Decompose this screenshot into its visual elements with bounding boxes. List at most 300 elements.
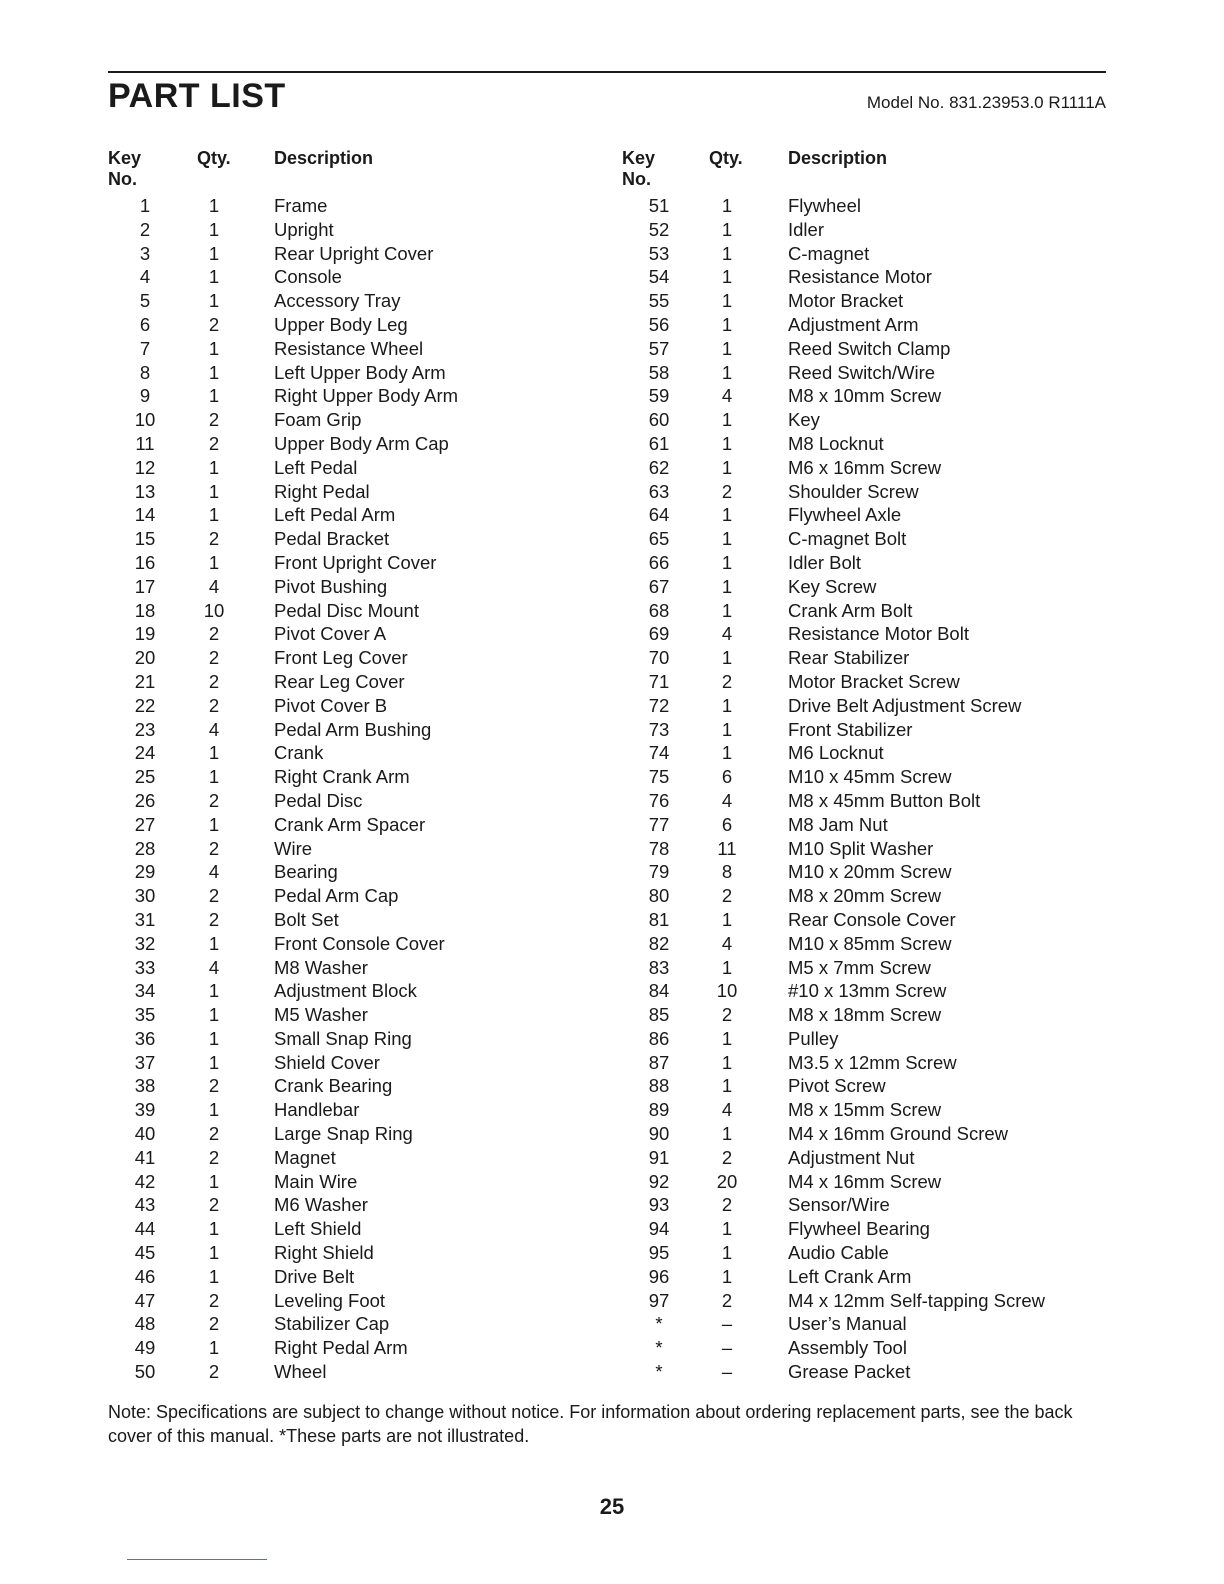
part-key-no: 53 — [648, 242, 670, 264]
part-key-no: 2 — [139, 218, 151, 240]
part-description: Right Pedal Arm — [274, 1337, 408, 1359]
part-key-no: * — [655, 1337, 663, 1359]
part-key-no: 3 — [139, 242, 151, 264]
part-qty: 2 — [208, 885, 220, 907]
part-description: Front Leg Cover — [274, 647, 408, 669]
part-key-no: 33 — [134, 956, 156, 978]
part-qty: 1 — [721, 599, 733, 621]
part-qty: 2 — [721, 480, 733, 502]
part-description: C-magnet — [788, 242, 870, 264]
part-qty: 1 — [721, 456, 733, 478]
part-qty: 1 — [721, 1218, 733, 1240]
part-key-no: 81 — [648, 908, 670, 930]
part-description: M8 x 10mm Screw — [788, 385, 942, 407]
part-qty: 1 — [721, 313, 733, 335]
part-qty: 2 — [208, 908, 220, 930]
part-description: Pedal Bracket — [274, 528, 390, 550]
part-description: Accessory Tray — [274, 290, 401, 312]
part-qty: 1 — [208, 504, 220, 526]
part-description: M8 Jam Nut — [788, 813, 888, 835]
part-description: Pivot Screw — [788, 1075, 886, 1097]
part-description: Pedal Arm Cap — [274, 885, 399, 907]
part-description: Crank Arm Spacer — [274, 813, 426, 835]
part-description: Upper Body Leg — [274, 313, 408, 335]
part-qty: 1 — [721, 409, 733, 431]
part-key-no: 10 — [134, 409, 156, 431]
part-description: Bearing — [274, 861, 338, 883]
part-key-no: 56 — [648, 313, 670, 335]
part-key-no: 1 — [139, 195, 151, 216]
part-key-no: 44 — [134, 1218, 156, 1240]
part-key-no: 47 — [134, 1289, 156, 1311]
part-description: Crank Bearing — [274, 1075, 393, 1097]
part-key-no: 55 — [648, 290, 670, 312]
part-qty: 1 — [721, 432, 733, 454]
part-description: Foam Grip — [274, 409, 362, 431]
part-key-no: 80 — [648, 885, 670, 907]
part-qty: 1 — [208, 456, 220, 478]
part-key-no: 40 — [134, 1123, 156, 1145]
part-key-no: 38 — [134, 1075, 156, 1097]
part-description: Left Upper Body Arm — [274, 361, 446, 383]
part-key-no: 75 — [648, 766, 670, 788]
part-description: Left Shield — [274, 1218, 362, 1240]
part-key-no: 9 — [139, 385, 151, 407]
part-key-no: 22 — [134, 694, 156, 716]
part-qty: – — [721, 1313, 733, 1335]
part-description: Adjustment Block — [274, 980, 417, 1002]
part-key-no: 32 — [134, 932, 156, 954]
part-key-no: 7 — [139, 337, 151, 359]
part-key-no: 88 — [648, 1075, 670, 1097]
part-qty: 2 — [208, 1289, 220, 1311]
part-description: Pivot Cover A — [274, 623, 387, 645]
part-qty: 2 — [208, 647, 220, 669]
part-description: Shoulder Screw — [788, 480, 919, 502]
part-qty: 1 — [208, 766, 220, 788]
part-key-no: 16 — [134, 551, 156, 573]
part-qty: 1 — [721, 242, 733, 264]
part-qty: 1 — [208, 1004, 220, 1026]
part-key-no: 59 — [648, 385, 670, 407]
part-key-no: * — [655, 1313, 663, 1335]
part-key-no: 45 — [134, 1242, 156, 1264]
part-qty: 1 — [208, 1265, 220, 1287]
part-qty: 1 — [208, 932, 220, 954]
part-description: M8 x 45mm Button Bolt — [788, 789, 981, 811]
part-qty: 1 — [721, 551, 733, 573]
part-key-no: 5 — [139, 290, 151, 312]
part-description: Rear Leg Cover — [274, 670, 405, 692]
part-key-no: 14 — [134, 504, 156, 526]
part-qty: 10 — [716, 980, 738, 1002]
part-key-no: 26 — [134, 789, 156, 811]
part-qty: 1 — [208, 1099, 220, 1121]
part-qty: 1 — [721, 908, 733, 930]
part-qty: 2 — [721, 670, 733, 692]
part-key-no: 18 — [134, 599, 156, 621]
part-qty: 1 — [208, 290, 220, 312]
part-description: Adjustment Nut — [788, 1146, 915, 1168]
part-qty: 1 — [721, 504, 733, 526]
part-key-no: 72 — [648, 694, 670, 716]
part-qty: 1 — [721, 528, 733, 550]
part-qty: 2 — [208, 623, 220, 645]
part-qty: 4 — [208, 718, 220, 740]
part-description: Right Crank Arm — [274, 766, 410, 788]
part-description: M10 Split Washer — [788, 837, 934, 859]
part-qty: 2 — [208, 409, 220, 431]
part-description: Frame — [274, 195, 328, 216]
part-description: Wire — [274, 837, 313, 859]
part-qty: 11 — [717, 837, 737, 859]
part-key-no: 74 — [648, 742, 670, 764]
part-qty: 1 — [721, 718, 733, 740]
part-key-no: 58 — [648, 361, 670, 383]
part-description: Magnet — [274, 1146, 336, 1168]
part-key-no: 97 — [648, 1289, 670, 1311]
part-qty: 4 — [721, 932, 733, 954]
part-description: M3.5 x 12mm Screw — [788, 1051, 957, 1073]
part-description: C-magnet Bolt — [788, 528, 907, 550]
part-qty: 2 — [721, 1004, 733, 1026]
part-description: Flywheel Bearing — [788, 1218, 930, 1240]
part-qty: 1 — [208, 195, 220, 216]
part-key-no: 35 — [134, 1004, 156, 1026]
part-key-no: 4 — [139, 266, 151, 288]
part-qty: 1 — [208, 1242, 220, 1264]
part-key-no: 8 — [139, 361, 151, 383]
part-description: M8 x 18mm Screw — [788, 1004, 942, 1026]
part-description: M8 x 15mm Screw — [788, 1099, 942, 1121]
part-key-no: 19 — [134, 623, 156, 645]
part-description: Right Pedal — [274, 480, 370, 502]
part-description: Front Stabilizer — [788, 718, 913, 740]
part-description: Drive Belt — [274, 1265, 355, 1287]
part-key-no: 17 — [134, 575, 156, 597]
part-key-no: 31 — [134, 908, 156, 930]
part-description: Key Screw — [788, 575, 877, 597]
part-qty: 2 — [208, 1313, 220, 1335]
part-key-no: 50 — [134, 1361, 156, 1383]
part-description: Adjustment Arm — [788, 313, 919, 335]
part-key-no: 46 — [134, 1265, 156, 1287]
part-qty: – — [721, 1337, 733, 1359]
part-key-no: 15 — [134, 528, 156, 550]
part-qty: 1 — [721, 218, 733, 240]
part-qty: 1 — [721, 742, 733, 764]
part-qty: 2 — [208, 1194, 220, 1216]
part-qty: 1 — [721, 361, 733, 383]
part-description: Resistance Motor Bolt — [788, 623, 969, 645]
part-qty: 1 — [721, 956, 733, 978]
part-qty: 4 — [721, 1099, 733, 1121]
part-key-no: 42 — [134, 1170, 156, 1192]
part-key-no: 96 — [648, 1265, 670, 1287]
part-key-no: 27 — [134, 813, 156, 835]
part-qty: – — [721, 1361, 733, 1383]
header-description: Description — [274, 148, 374, 168]
part-qty: 2 — [208, 1075, 220, 1097]
part-description: Pedal Arm Bushing — [274, 718, 432, 740]
part-description: M4 x 16mm Screw — [788, 1170, 942, 1192]
part-key-no: 24 — [134, 742, 156, 764]
part-description: M5 x 7mm Screw — [788, 956, 931, 978]
part-qty: 20 — [716, 1170, 738, 1192]
part-key-no: 78 — [648, 837, 670, 859]
header-qty: Qty. — [197, 148, 231, 168]
part-key-no: 30 — [134, 885, 156, 907]
part-key-no: 92 — [648, 1170, 670, 1192]
part-qty: 1 — [721, 1075, 733, 1097]
part-key-no: 64 — [648, 504, 670, 526]
part-description: Pedal Disc Mount — [274, 599, 419, 621]
model-number: Model No. 831.23953.0 R1111A — [866, 93, 1106, 112]
part-key-no: 13 — [134, 480, 156, 502]
part-key-no: 82 — [648, 932, 670, 954]
part-key-no: 93 — [648, 1194, 670, 1216]
part-qty: 8 — [721, 861, 733, 883]
part-qty: 1 — [721, 337, 733, 359]
part-key-no: 52 — [648, 218, 670, 240]
part-key-no: 76 — [648, 789, 670, 811]
part-description: Rear Console Cover — [788, 908, 956, 930]
part-qty: 1 — [208, 1051, 220, 1073]
part-qty: 1 — [721, 1027, 733, 1049]
part-description: Upright — [274, 218, 334, 240]
part-description: M8 x 20mm Screw — [788, 885, 942, 907]
part-key-no: 68 — [648, 599, 670, 621]
part-description: Sensor/Wire — [788, 1194, 890, 1216]
part-description: Pivot Bushing — [274, 575, 388, 597]
part-key-no: 62 — [648, 456, 670, 478]
part-qty: 1 — [208, 1218, 220, 1240]
part-description: Idler Bolt — [788, 551, 862, 573]
part-description: Leveling Foot — [274, 1289, 386, 1311]
part-qty: 6 — [721, 813, 733, 835]
part-qty: 1 — [208, 266, 220, 288]
part-description: M6 x 16mm Screw — [788, 456, 942, 478]
part-description: M4 x 16mm Ground Screw — [788, 1123, 1009, 1145]
part-description: Upper Body Arm Cap — [274, 432, 449, 454]
part-qty: 1 — [721, 290, 733, 312]
part-key-no: 91 — [648, 1146, 670, 1168]
part-description: Right Shield — [274, 1242, 374, 1264]
part-qty: 4 — [721, 789, 733, 811]
part-qty: 1 — [208, 337, 220, 359]
part-description: Crank Arm Bolt — [788, 599, 913, 621]
part-key-no: 69 — [648, 623, 670, 645]
part-qty: 2 — [208, 1361, 220, 1383]
part-qty: 1 — [208, 385, 220, 407]
part-qty: 2 — [208, 789, 220, 811]
part-description: Rear Stabilizer — [788, 647, 910, 669]
part-qty: 2 — [721, 1146, 733, 1168]
part-qty: 2 — [721, 885, 733, 907]
part-key-no: 66 — [648, 551, 670, 573]
page-number: 25 — [599, 1494, 625, 1519]
part-qty: 1 — [208, 242, 220, 264]
part-key-no: 67 — [648, 575, 670, 597]
part-qty: 2 — [208, 694, 220, 716]
header-description: Description — [788, 148, 888, 168]
part-qty: 1 — [721, 195, 733, 216]
part-qty: 2 — [721, 1194, 733, 1216]
part-qty: 10 — [203, 599, 225, 621]
part-qty: 4 — [208, 575, 220, 597]
part-qty: 1 — [721, 1051, 733, 1073]
part-description: Key — [788, 409, 820, 431]
part-qty: 1 — [721, 575, 733, 597]
part-description: Resistance Wheel — [274, 337, 424, 359]
part-key-no: 86 — [648, 1027, 670, 1049]
part-key-no: 73 — [648, 718, 670, 740]
part-key-no: 77 — [648, 813, 670, 835]
part-description: Left Pedal Arm — [274, 504, 396, 526]
part-description: Console — [274, 266, 342, 288]
part-qty: 6 — [721, 766, 733, 788]
part-key-no: 41 — [134, 1146, 156, 1168]
part-description: M10 x 85mm Screw — [788, 932, 952, 954]
part-qty: 2 — [208, 528, 220, 550]
part-description: Drive Belt Adjustment Screw — [788, 694, 1022, 716]
part-key-no: 49 — [134, 1337, 156, 1359]
part-key-no: 89 — [648, 1099, 670, 1121]
part-description: Flywheel Axle — [788, 504, 902, 526]
part-key-no: 79 — [648, 861, 670, 883]
part-key-no: 34 — [134, 980, 156, 1002]
header-qty: Qty. — [709, 148, 743, 168]
part-key-no: 85 — [648, 1004, 670, 1026]
part-key-no: 84 — [648, 980, 670, 1002]
part-description: Grease Packet — [788, 1361, 911, 1383]
part-description: Right Upper Body Arm — [274, 385, 459, 407]
part-qty: 1 — [208, 361, 220, 383]
part-qty: 4 — [721, 623, 733, 645]
part-description: Front Upright Cover — [274, 551, 437, 573]
part-key-no: 57 — [648, 337, 670, 359]
part-key-no: 11 — [135, 432, 155, 454]
part-description: Front Console Cover — [274, 932, 445, 954]
part-qty: 1 — [208, 980, 220, 1002]
part-qty: 4 — [721, 385, 733, 407]
part-key-no: 51 — [648, 195, 670, 216]
part-description: Crank — [274, 742, 324, 764]
part-qty: 1 — [208, 480, 220, 502]
part-description: User’s Manual — [788, 1313, 907, 1335]
part-key-no: 20 — [134, 647, 156, 669]
part-qty: 1 — [721, 694, 733, 716]
part-description: M8 Locknut — [788, 432, 884, 454]
part-key-no: 54 — [648, 266, 670, 288]
part-description: M10 x 20mm Screw — [788, 861, 952, 883]
part-description: Left Crank Arm — [788, 1265, 912, 1287]
part-description: Flywheel — [788, 195, 861, 216]
part-description: Small Snap Ring — [274, 1027, 412, 1049]
part-description: Pulley — [788, 1027, 839, 1049]
part-description: Bolt Set — [274, 908, 339, 930]
part-qty: 1 — [721, 266, 733, 288]
part-qty: 2 — [208, 313, 220, 335]
part-key-no: 23 — [134, 718, 156, 740]
part-description: Assembly Tool — [788, 1337, 907, 1359]
part-key-no: 60 — [648, 409, 670, 431]
part-description: Reed Switch Clamp — [788, 337, 951, 359]
part-key-no: 37 — [134, 1051, 156, 1073]
part-qty: 1 — [721, 1242, 733, 1264]
part-qty: 2 — [721, 1289, 733, 1311]
part-description: Pedal Disc — [274, 789, 363, 811]
part-description: Large Snap Ring — [274, 1123, 413, 1145]
part-description: M4 x 12mm Self-tapping Screw — [788, 1289, 1046, 1311]
part-key-no: 87 — [648, 1051, 670, 1073]
part-qty: 1 — [208, 1170, 220, 1192]
part-qty: 1 — [721, 1265, 733, 1287]
part-qty: 2 — [208, 670, 220, 692]
part-key-no: 65 — [648, 528, 670, 550]
part-qty: 1 — [208, 218, 220, 240]
part-description: Rear Upright Cover — [274, 242, 434, 264]
part-description: Stabilizer Cap — [274, 1313, 390, 1335]
part-description: Resistance Motor — [788, 266, 932, 288]
header-key-no: Key No. — [108, 148, 142, 189]
part-qty: 4 — [208, 956, 220, 978]
part-key-no: 83 — [648, 956, 670, 978]
part-qty: 2 — [208, 1123, 220, 1145]
part-description: M6 Locknut — [788, 742, 884, 764]
part-key-no: 71 — [648, 670, 670, 692]
part-description: Shield Cover — [274, 1051, 380, 1073]
part-key-no: 95 — [648, 1242, 670, 1264]
part-description: M10 x 45mm Screw — [788, 766, 952, 788]
part-key-no: 63 — [648, 480, 670, 502]
part-key-no: 94 — [648, 1218, 670, 1240]
part-key-no: 12 — [134, 456, 156, 478]
part-qty: 2 — [208, 837, 220, 859]
part-qty: 1 — [721, 647, 733, 669]
part-description: #10 x 13mm Screw — [788, 980, 947, 1002]
part-qty: 1 — [208, 1027, 220, 1049]
part-qty: 1 — [208, 1337, 220, 1359]
part-qty: 1 — [208, 742, 220, 764]
part-qty: 4 — [208, 861, 220, 883]
part-qty: 2 — [208, 432, 220, 454]
part-qty: 1 — [208, 813, 220, 835]
part-qty: 2 — [208, 1146, 220, 1168]
part-key-no: 25 — [134, 766, 156, 788]
part-key-no: 29 — [134, 861, 156, 883]
part-description: Audio Cable — [788, 1242, 889, 1264]
part-key-no: * — [655, 1361, 663, 1383]
footnote: Note: Specifications are subject to change without notice. For information about ordering replacement parts, see the back cover of this manual. *These parts are not illustrated. — [108, 1402, 1073, 1446]
page-title: PART LIST — [108, 77, 286, 115]
part-description: Pivot Cover B — [274, 694, 388, 716]
part-description: Main Wire — [274, 1170, 358, 1192]
part-description: Idler — [788, 218, 824, 240]
part-description: M6 Washer — [274, 1194, 368, 1216]
part-key-no: 28 — [134, 837, 156, 859]
part-key-no: 6 — [139, 313, 151, 335]
part-description: Wheel — [274, 1361, 327, 1383]
header-key-no: Key No. — [622, 148, 656, 189]
part-description: M5 Washer — [274, 1004, 368, 1026]
part-key-no: 90 — [648, 1123, 670, 1145]
part-key-no: 48 — [134, 1313, 156, 1335]
part-description: M8 Washer — [274, 956, 368, 978]
part-qty: 1 — [208, 551, 220, 573]
part-qty: 1 — [721, 1123, 733, 1145]
part-description: Motor Bracket — [788, 290, 904, 312]
